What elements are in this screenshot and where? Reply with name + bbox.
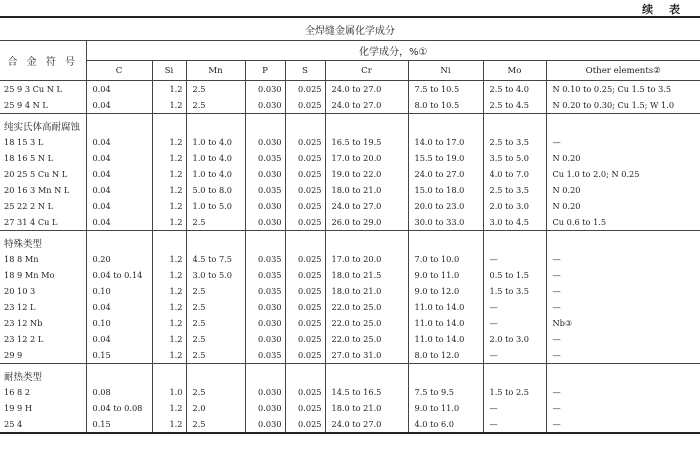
table-cell: 1.2 bbox=[152, 166, 186, 182]
table-cell: 2.5 bbox=[186, 214, 245, 231]
table-cell: 0.08 bbox=[86, 384, 152, 400]
table-cell: 1.2 bbox=[152, 315, 186, 331]
table-cell: 1.0 bbox=[152, 384, 186, 400]
table-cell: 1.2 bbox=[152, 97, 186, 114]
table-cell: 2.5 to 4.5 bbox=[483, 97, 546, 114]
column-header: Ni bbox=[408, 61, 483, 81]
table-cell: 2.0 to 3.0 bbox=[483, 198, 546, 214]
table-cell bbox=[408, 231, 483, 252]
table-cell: 5.0 to 8.0 bbox=[186, 182, 245, 198]
category-label: 纯实氏体高耐腐蚀 bbox=[0, 114, 86, 135]
table-cell: 2.0 bbox=[186, 400, 245, 416]
alloy-symbol: 29 9 bbox=[4, 350, 23, 360]
table-cell: 24.0 to 27.0 bbox=[325, 198, 408, 214]
category-row bbox=[0, 364, 700, 385]
table-cell: N 0.20 bbox=[546, 182, 700, 198]
alloy-symbol: 23 12 L bbox=[4, 302, 36, 312]
table-cell: 7.0 to 10.0 bbox=[408, 251, 483, 267]
table-cell: 1.2 bbox=[152, 416, 186, 433]
table-cell: 8.0 to 10.5 bbox=[408, 97, 483, 114]
table-row bbox=[0, 182, 700, 198]
table-cell: 24.0 to 27.0 bbox=[408, 166, 483, 182]
table-row bbox=[0, 97, 700, 114]
table-cell: 8.0 to 12.0 bbox=[408, 347, 483, 364]
table-cell bbox=[152, 114, 186, 135]
table-cell bbox=[245, 231, 285, 252]
table-cell: — bbox=[546, 267, 700, 283]
table-cell: 24.0 to 27.0 bbox=[325, 97, 408, 114]
table-cell: 18.0 to 21.5 bbox=[325, 267, 408, 283]
table-cell bbox=[86, 364, 152, 385]
table-cell: — bbox=[483, 315, 546, 331]
table-cell: 0.035 bbox=[245, 267, 285, 283]
table-cell: 0.10 bbox=[86, 283, 152, 299]
alloy-symbol: 18 15 3 L bbox=[4, 137, 44, 147]
table-cell: 0.035 bbox=[245, 182, 285, 198]
table-cell bbox=[483, 364, 546, 385]
table-cell: 0.025 bbox=[285, 81, 325, 98]
alloy-symbol: 25 9 3 Cu N L bbox=[4, 84, 62, 94]
table-cell: 0.030 bbox=[245, 416, 285, 433]
alloy-symbol: 27 31 4 Cu L bbox=[4, 217, 58, 227]
table-cell: 1.5 to 3.5 bbox=[483, 283, 546, 299]
table-cell: N 0.20 bbox=[546, 198, 700, 214]
category-row bbox=[0, 231, 700, 252]
table-row bbox=[0, 299, 700, 315]
table-cell: — bbox=[483, 251, 546, 267]
column-header: Si bbox=[152, 61, 186, 81]
table-cell: — bbox=[483, 400, 546, 416]
table-row bbox=[0, 331, 700, 347]
table-row bbox=[0, 134, 700, 150]
table-cell: 0.025 bbox=[285, 97, 325, 114]
table-cell: 0.04 bbox=[86, 166, 152, 182]
table-cell: 22.0 to 25.0 bbox=[325, 299, 408, 315]
table-cell: — bbox=[483, 299, 546, 315]
table-cell bbox=[186, 231, 245, 252]
table-cell bbox=[152, 364, 186, 385]
table-cell: 2.5 bbox=[186, 347, 245, 364]
table-cell bbox=[325, 114, 408, 135]
table-cell: — bbox=[546, 299, 700, 315]
table-cell bbox=[408, 114, 483, 135]
table-cell: 0.035 bbox=[245, 347, 285, 364]
column-header: P bbox=[245, 61, 285, 81]
table-cell: 11.0 to 14.0 bbox=[408, 299, 483, 315]
table-cell: 2.5 bbox=[186, 97, 245, 114]
table-cell: 0.025 bbox=[285, 134, 325, 150]
table-cell: 0.04 bbox=[86, 150, 152, 166]
table-cell: — bbox=[546, 283, 700, 299]
table-cell bbox=[285, 114, 325, 135]
table-cell bbox=[325, 364, 408, 385]
table-cell: 0.025 bbox=[285, 150, 325, 166]
table-row bbox=[0, 251, 700, 267]
table-cell: 27.0 to 31.0 bbox=[325, 347, 408, 364]
table-cell bbox=[546, 231, 700, 252]
table-row bbox=[0, 416, 700, 433]
table-cell: 0.025 bbox=[285, 267, 325, 283]
table-cell: 1.2 bbox=[152, 182, 186, 198]
table-cell: 0.025 bbox=[285, 166, 325, 182]
column-header: Cr bbox=[325, 61, 408, 81]
table-row bbox=[0, 166, 700, 182]
table-cell: 11.0 to 14.0 bbox=[408, 331, 483, 347]
table-cell: 1.2 bbox=[152, 347, 186, 364]
table-cell: 0.04 bbox=[86, 97, 152, 114]
table-cell: 0.030 bbox=[245, 400, 285, 416]
table-cell: 1.0 to 4.0 bbox=[186, 166, 245, 182]
chemical-composition-header: 化学成分，%① bbox=[86, 41, 700, 61]
alloy-symbol: 16 8 2 bbox=[4, 387, 31, 397]
table-cell: 0.025 bbox=[285, 299, 325, 315]
table-cell: 3.0 to 5.0 bbox=[186, 267, 245, 283]
table-body bbox=[0, 81, 700, 434]
table-cell: 17.0 to 20.0 bbox=[325, 150, 408, 166]
table-cell: 0.04 bbox=[86, 331, 152, 347]
table-cell: — bbox=[483, 347, 546, 364]
table-cell: 0.030 bbox=[245, 315, 285, 331]
table-cell: 24.0 to 27.0 bbox=[325, 416, 408, 433]
table-cell: 0.025 bbox=[285, 198, 325, 214]
table-cell: 9.0 to 11.0 bbox=[408, 400, 483, 416]
table-cell: 1.2 bbox=[152, 283, 186, 299]
table-cell: — bbox=[546, 416, 700, 433]
table-cell bbox=[325, 231, 408, 252]
table-cell: 2.5 to 3.5 bbox=[483, 182, 546, 198]
table-cell: 18.0 to 21.0 bbox=[325, 400, 408, 416]
table-title: 全焊缝金属化学成分 bbox=[0, 17, 700, 41]
column-header: S bbox=[285, 61, 325, 81]
table-cell: 1.2 bbox=[152, 251, 186, 267]
table-cell: — bbox=[546, 331, 700, 347]
table-cell: 4.0 to 7.0 bbox=[483, 166, 546, 182]
table-cell bbox=[546, 114, 700, 135]
table-cell: 16.5 to 19.5 bbox=[325, 134, 408, 150]
table-cell bbox=[86, 114, 152, 135]
table-cell: 0.025 bbox=[285, 347, 325, 364]
table-row bbox=[0, 283, 700, 299]
table-cell: — bbox=[546, 384, 700, 400]
table-cell: 0.035 bbox=[245, 251, 285, 267]
table-cell: 4.5 to 7.5 bbox=[186, 251, 245, 267]
table-row bbox=[0, 267, 700, 283]
table-cell bbox=[285, 364, 325, 385]
table-cell: 2.5 bbox=[186, 331, 245, 347]
table-cell: 1.0 to 4.0 bbox=[186, 134, 245, 150]
table-cell: 0.04 bbox=[86, 198, 152, 214]
table-row bbox=[0, 400, 700, 416]
table-cell: Cu 0.6 to 1.5 bbox=[546, 214, 700, 231]
table-cell: 15.5 to 19.0 bbox=[408, 150, 483, 166]
alloy-symbol: 19 9 H bbox=[4, 403, 32, 413]
table-cell: 2.5 bbox=[186, 299, 245, 315]
table-cell bbox=[186, 114, 245, 135]
table-cell bbox=[245, 364, 285, 385]
table-cell: 0.04 to 0.14 bbox=[86, 267, 152, 283]
table-cell bbox=[186, 364, 245, 385]
table-cell: 0.04 to 0.08 bbox=[86, 400, 152, 416]
table-cell: 0.04 bbox=[86, 182, 152, 198]
table-cell: 17.0 to 20.0 bbox=[325, 251, 408, 267]
table-cell: 0.030 bbox=[245, 97, 285, 114]
table-cell: 30.0 to 33.0 bbox=[408, 214, 483, 231]
alloy-symbol: 18 9 Mn Mo bbox=[4, 270, 55, 280]
table-cell bbox=[408, 364, 483, 385]
table-cell: 2.5 bbox=[186, 416, 245, 433]
table-cell: 2.0 to 3.0 bbox=[483, 331, 546, 347]
table-cell: 0.025 bbox=[285, 400, 325, 416]
table-cell: 2.5 bbox=[186, 81, 245, 98]
table-cell: 0.15 bbox=[86, 416, 152, 433]
header-row-1 bbox=[0, 41, 700, 61]
table-cell: 0.025 bbox=[285, 283, 325, 299]
header-row-2 bbox=[0, 61, 700, 81]
table-cell: 0.030 bbox=[245, 198, 285, 214]
table-row bbox=[0, 81, 700, 98]
table-title-row bbox=[0, 17, 700, 41]
table-cell: — bbox=[546, 251, 700, 267]
category-row bbox=[0, 114, 700, 135]
table-cell: 0.04 bbox=[86, 299, 152, 315]
table-cell: 19.0 to 22.0 bbox=[325, 166, 408, 182]
table-cell bbox=[245, 114, 285, 135]
table-cell: 0.025 bbox=[285, 331, 325, 347]
alloy-symbol: 25 22 2 N L bbox=[4, 201, 54, 211]
alloy-symbol: 25 9 4 N L bbox=[4, 100, 48, 110]
table-cell: N 0.20 bbox=[546, 150, 700, 166]
alloy-symbol: 20 16 3 Mn N L bbox=[4, 185, 70, 195]
alloy-symbol-header: 合 金 符 号 bbox=[0, 41, 86, 81]
table-cell: 22.0 to 25.0 bbox=[325, 315, 408, 331]
table-cell: N 0.10 to 0.25; Cu 1.5 to 3.5 bbox=[546, 81, 700, 98]
table-cell: 0.030 bbox=[245, 299, 285, 315]
table-cell: 14.5 to 16.5 bbox=[325, 384, 408, 400]
table-cell: 0.030 bbox=[245, 331, 285, 347]
table-cell: 0.030 bbox=[245, 134, 285, 150]
table-cell: 0.035 bbox=[245, 283, 285, 299]
column-header: Mn bbox=[186, 61, 245, 81]
table-cell: 1.2 bbox=[152, 267, 186, 283]
table-cell bbox=[285, 231, 325, 252]
weld-metal-composition-table bbox=[0, 16, 700, 434]
table-cell: 0.025 bbox=[285, 416, 325, 433]
table-cell bbox=[546, 364, 700, 385]
table-cell: 26.0 to 29.0 bbox=[325, 214, 408, 231]
table-cell: 2.5 to 4.0 bbox=[483, 81, 546, 98]
table-cell: 1.2 bbox=[152, 134, 186, 150]
table-cell: 0.04 bbox=[86, 214, 152, 231]
table-cell: 15.0 to 18.0 bbox=[408, 182, 483, 198]
table-cell: 9.0 to 12.0 bbox=[408, 283, 483, 299]
table-cell: 20.0 to 23.0 bbox=[408, 198, 483, 214]
table-cell: 0.025 bbox=[285, 214, 325, 231]
table-row bbox=[0, 384, 700, 400]
table-row bbox=[0, 315, 700, 331]
table-cell bbox=[86, 231, 152, 252]
table-cell: 0.10 bbox=[86, 315, 152, 331]
alloy-symbol: 23 12 2 L bbox=[4, 334, 44, 344]
table-cell: 24.0 to 27.0 bbox=[325, 81, 408, 98]
column-header: C bbox=[86, 61, 152, 81]
table-cell: 1.2 bbox=[152, 150, 186, 166]
table-cell: 0.025 bbox=[285, 182, 325, 198]
table-cell: 1.2 bbox=[152, 299, 186, 315]
table-cell: Nb③ bbox=[546, 315, 700, 331]
table-cell: 0.04 bbox=[86, 134, 152, 150]
table-cell: 11.0 to 14.0 bbox=[408, 315, 483, 331]
alloy-symbol: 20 25 5 Cu N L bbox=[4, 169, 68, 179]
continued-label: 续 表 bbox=[642, 3, 686, 16]
table-cell: 18.0 to 21.0 bbox=[325, 283, 408, 299]
table-cell: 1.2 bbox=[152, 400, 186, 416]
table-cell: 2.5 bbox=[186, 283, 245, 299]
alloy-symbol: 23 12 Nb bbox=[4, 318, 43, 328]
table-row bbox=[0, 347, 700, 364]
alloy-symbol: 20 10 3 bbox=[4, 286, 36, 296]
table-cell: 18.0 to 21.0 bbox=[325, 182, 408, 198]
table-cell: 0.035 bbox=[245, 150, 285, 166]
table-cell: Cu 1.0 to 2.0; N 0.25 bbox=[546, 166, 700, 182]
table-cell: 3.5 to 5.0 bbox=[483, 150, 546, 166]
table-cell: 0.15 bbox=[86, 347, 152, 364]
category-label: 耐热类型 bbox=[0, 364, 86, 385]
table-row bbox=[0, 150, 700, 166]
table-cell bbox=[152, 231, 186, 252]
table-cell: — bbox=[546, 347, 700, 364]
table-cell: 0.025 bbox=[285, 315, 325, 331]
table-row bbox=[0, 214, 700, 231]
table-cell: 1.0 to 4.0 bbox=[186, 150, 245, 166]
table-cell: 2.5 to 3.5 bbox=[483, 134, 546, 150]
table-cell: 1.2 bbox=[152, 198, 186, 214]
table-cell: 0.030 bbox=[245, 81, 285, 98]
table-cell: 1.2 bbox=[152, 81, 186, 98]
table-cell: 14.0 to 17.0 bbox=[408, 134, 483, 150]
table-cell: 0.030 bbox=[245, 166, 285, 182]
column-header: Mo bbox=[483, 61, 546, 81]
table-cell: 4.0 to 6.0 bbox=[408, 416, 483, 433]
table-cell: 22.0 to 25.0 bbox=[325, 331, 408, 347]
table-cell: 1.5 to 2.5 bbox=[483, 384, 546, 400]
table-cell: 3.0 to 4.5 bbox=[483, 214, 546, 231]
table-cell: 0.030 bbox=[245, 384, 285, 400]
table-cell: N 0.20 to 0.30; Cu 1.5; W 1.0 bbox=[546, 97, 700, 114]
table-cell: 2.5 bbox=[186, 384, 245, 400]
table-cell: 7.5 to 10.5 bbox=[408, 81, 483, 98]
table-cell: — bbox=[483, 416, 546, 433]
table-cell: 9.0 to 11.0 bbox=[408, 267, 483, 283]
table-cell bbox=[483, 231, 546, 252]
table-cell: 0.04 bbox=[86, 81, 152, 98]
alloy-symbol: 25 4 bbox=[0, 416, 86, 433]
table-cell: 0.025 bbox=[285, 384, 325, 400]
table-cell: 2.5 bbox=[186, 315, 245, 331]
table-cell: — bbox=[546, 400, 700, 416]
table-cell: 0.025 bbox=[285, 251, 325, 267]
table-cell: 0.20 bbox=[86, 251, 152, 267]
category-label: 特殊类型 bbox=[0, 231, 86, 252]
table-cell: 1.0 to 5.0 bbox=[186, 198, 245, 214]
table-cell: — bbox=[546, 134, 700, 150]
table-cell: 0.030 bbox=[245, 214, 285, 231]
alloy-symbol: 18 8 Mn bbox=[4, 254, 39, 264]
table-cell: 7.5 to 9.5 bbox=[408, 384, 483, 400]
table-cell bbox=[483, 114, 546, 135]
table-cell: 1.2 bbox=[152, 214, 186, 231]
column-header: Other elements② bbox=[546, 61, 700, 81]
table-row bbox=[0, 198, 700, 214]
table-cell: 0.5 to 1.5 bbox=[483, 267, 546, 283]
table-cell: 1.2 bbox=[152, 331, 186, 347]
alloy-symbol: 18 16 5 N L bbox=[4, 153, 54, 163]
